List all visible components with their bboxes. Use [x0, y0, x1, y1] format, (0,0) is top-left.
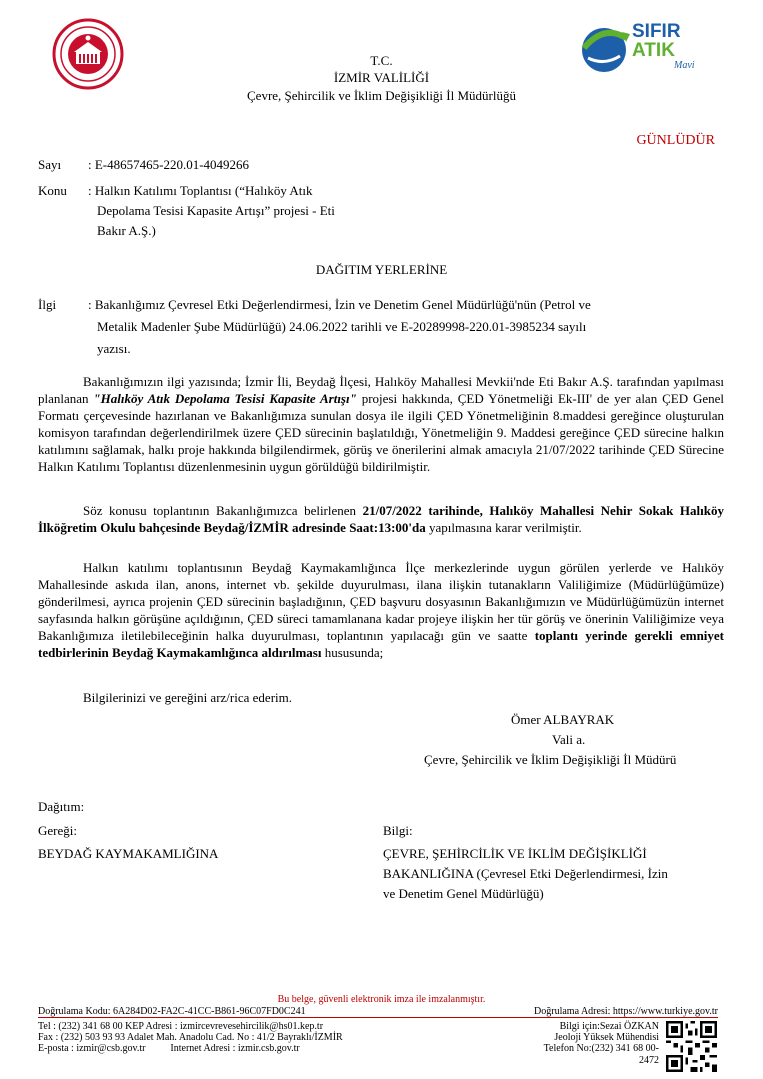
body-paragraph-3 [38, 560, 724, 661]
distribution-label: Dağıtım: [38, 799, 85, 814]
header-directorate: Çevre, Şehircilik ve İklim Değişikliği İl Müdürlüğü [247, 88, 516, 103]
p2-text-c: yapılmasına karar verilmiştir. [425, 519, 582, 535]
bilgi-line-3: ve Denetim Genel Müdürlüğü) [383, 886, 544, 901]
header-governorship: İZMİR VALİLİĞİ [333, 70, 430, 85]
konu-label: Konu [38, 183, 67, 198]
ilgi-line-2: Metalik Madenler Şube Müdürlüğü) 24.06.2022 tarihli ve E-20289998-220.01-3985234 sayılı [97, 319, 587, 334]
footer-contact-title: Jeoloji Yüksek Mühendisi [554, 1032, 659, 1043]
urgency-label: GÜNLÜDÜR [636, 133, 715, 148]
p3-text-c: hususunda; [321, 644, 384, 660]
konu-line-1: : Halkın Katılımı Toplantısı (“Halıköy Atık [88, 183, 313, 198]
bilgi-line-1: ÇEVRE, ŞEHİRCİLİK VE İKLİM DEĞİŞİKLİĞİ [383, 846, 647, 861]
footer-fax: Fax : (232) 503 93 93 Adalet Mah. Anadolu Cad. No : 41/2 Bayraklı/İZMİR [38, 1032, 343, 1043]
zero-waste-word-1: SIFIR [632, 21, 681, 42]
recipient-heading: DAĞITIM YERLERİNE [315, 262, 448, 277]
footer-contact-ext: 2472 [639, 1055, 659, 1066]
verify-code: Doğrulama Kodu: 6A284D02-FA2C-41CC-B861-96C07FD0C241 [38, 1006, 306, 1017]
body-paragraph-1 [38, 374, 724, 475]
footer-contact-phone: Telefon No:(232) 341 68 00- [543, 1043, 659, 1054]
p2-meeting-details: 21/07/2022 tarihinde, Halıköy Mahallesi Nehir Sokak Halıköy İlköğretim Okulu bahçesinde Beydağ/İZMİR adresinde Saat:13:00'da [38, 503, 724, 535]
bilgi-label: Bilgi: [383, 823, 413, 838]
ilgi-line-3: yazısı. [97, 341, 131, 356]
footer-email: E-posta : izmir@csb.gov.tr Internet Adresi : izmir.csb.gov.tr [38, 1043, 300, 1054]
p1-text-c: projesi hakkında, ÇED Yönetmeliği Ek-III' de yer alan ÇED Genel Formatı çerçevesinde hazırlanan ve Bakanlığımıza sunulan dosya ile ilgili ÇED Yönetmeliğinin 8.maddesi gereğince oluşturulan komisyon tarafından değerlendirilmek üzere ÇED sürecinin başlatıldığı, Yönetmeliğin 9. Maddesi gereğince ÇED sürecine halkın katılımını sağlamak, halkı proje hakkında bilgilendirmek, görüş ve önerilerini almak amacıyla 21/07/2022 tarihinde ÇED Sürecine Halkın Katılımı Toplantısı düzenlenmesinin uygun görüldüğü bildirilmiştir. [38, 390, 724, 474]
header-country: T.C. [370, 53, 393, 68]
signer-title-1: Vali a. [552, 732, 586, 747]
p3-security-note: toplantı yerinde gerekli emniyet tedbirlerinin Beydağ Kaymakamlığınca aldırılması [38, 627, 725, 660]
signer-name: Ömer ALBAYRAK [511, 712, 615, 727]
p3-text-a: Halkın katılımı toplantısının Beydağ Kaymakamlığınca İlçe merkezlerinde uygun görülen yerlerde ve Halıköy Mahallesinde askıda ilan, anons, internet vb. şekilde duyurulması, ilana ilişkin tutanakların Valiliğimize (Müdürlüğümüze) gönderilmesi, ayrıca projenin ÇED sürecinin başladığının, ÇED başvuru dosyasının Bakanlığımızın ve Müdürlüğümüzün internet sayfasında halkın görüşüne açıldığının, ÇED süreci tamamlanana kadar projeye ilişkin her tür görüş ve önerinin Valiliğimize veya Bakanlığımıza iletilebileceğinin halka duyurulması, toplantının yapılacağı gün ve saatte [38, 560, 724, 643]
footer-divider [38, 1017, 718, 1018]
p2-text-a: Söz konusu toplantının Bakanlığımızca belirlenen [83, 503, 363, 518]
signer-title-2: Çevre, Şehircilik ve İklim Değişikliği İl Müdürü [424, 752, 677, 767]
bilgi-line-2: BAKANLIĞINA (Çevresel Etki Değerlendirmesi, İzin [383, 866, 668, 881]
qr-code-icon [666, 1021, 717, 1077]
ilgi-label: İlgi [38, 297, 57, 312]
sayi-value: : E-48657465-220.01-4049266 [88, 157, 250, 172]
geregi-label: Gereği: [38, 823, 77, 838]
verify-address: Doğrulama Adresi: https://www.turkiye.gov.tr [534, 1006, 718, 1017]
footer-tel: Tel : (232) 341 68 00 KEP Adresi : izmircevrevesehircilik@hs01.kep.tr [38, 1021, 324, 1032]
ilgi-line-1: : Bakanlığımız Çevresel Etki Değerlendirmesi, İzin ve Denetim Genel Müdürlüğü'nün (Petrol ve [88, 297, 591, 312]
konu-line-2: Depolama Tesisi Kapasite Artışı” projesi - Eti [97, 203, 335, 218]
sayi-label: Sayı [38, 157, 62, 172]
p4-text: Bilgilerinizi ve gereğini arz/rica ederim. [83, 690, 292, 705]
konu-line-3: Bakır A.Ş.) [97, 223, 156, 238]
body-paragraph-2 [38, 503, 724, 537]
body-paragraph-4 [38, 690, 724, 707]
p1-text-a: Bakanlığımızın ilgi yazısında; İzmir İli, Beydağ İlçesi, Halıköy Mahallesi Mevkii'nde Eti Bakır A.Ş. tarafından yapılması planlanan [38, 374, 724, 406]
zero-waste-word-3: Mavi [674, 60, 695, 71]
zero-waste-word-2: ATIK [632, 40, 675, 61]
footer-contact-name: Bilgi için:Sezai ÖZKAN [559, 1021, 659, 1032]
geregi-value: BEYDAĞ KAYMAKAMLIĞINA [38, 846, 219, 861]
esign-note: Bu belge, güvenli elektronik imza ile imzalanmıştır. [277, 994, 486, 1005]
p1-project-name: "Halıköy Atık Depolama Tesisi Kapasite Artışı" [93, 390, 357, 406]
